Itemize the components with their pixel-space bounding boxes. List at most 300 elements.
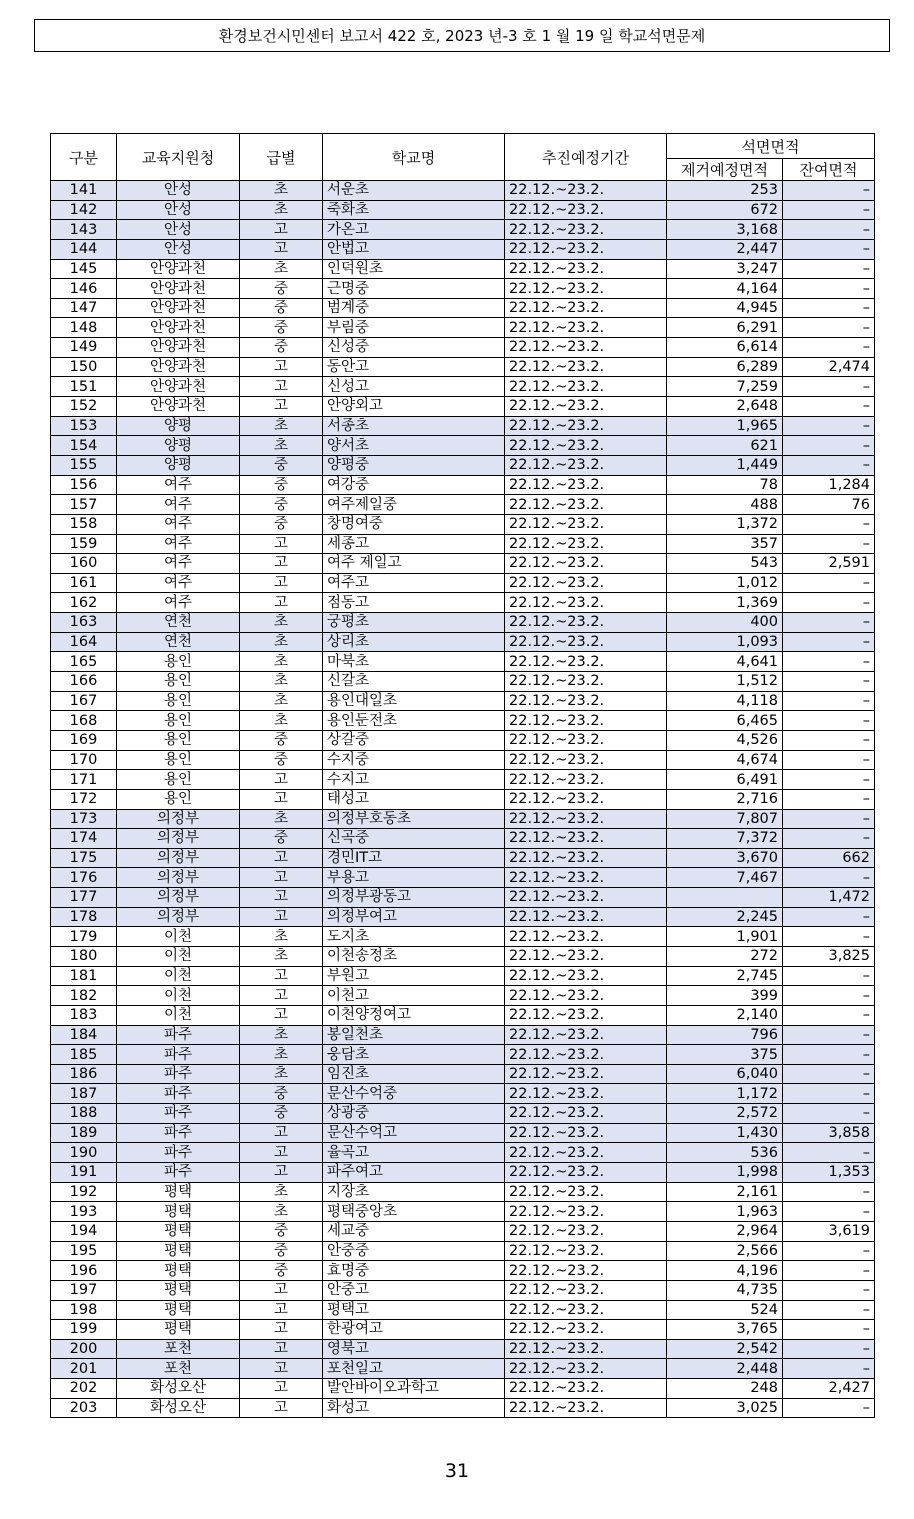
- cell-level: 고: [240, 770, 323, 790]
- cell-level: 초: [240, 711, 323, 731]
- cell-period: 22.12.~23.2.: [505, 495, 667, 515]
- cell-office: 이천: [117, 1005, 240, 1025]
- cell-level: 고: [240, 907, 323, 927]
- cell-period: 22.12.~23.2.: [505, 691, 667, 711]
- table-row: [51, 809, 875, 829]
- cell-remaining: –: [783, 397, 875, 417]
- cell-level: 고: [240, 888, 323, 908]
- cell-school: 세교중: [323, 1221, 505, 1241]
- table-row: [51, 593, 875, 613]
- cell-removal: 2,542: [667, 1339, 783, 1359]
- report-header: [34, 19, 890, 52]
- cell-period: 22.12.~23.2.: [505, 534, 667, 554]
- cell-removal: 7,807: [667, 809, 783, 829]
- cell-school: 평택중앙초: [323, 1202, 505, 1222]
- cell-period: 22.12.~23.2.: [505, 279, 667, 299]
- table-row: [51, 1182, 875, 1202]
- cell-remaining: –: [783, 750, 875, 770]
- table-body: [51, 181, 875, 1418]
- cell-remaining: –: [783, 239, 875, 259]
- cell-school: 창명여중: [323, 514, 505, 534]
- table-row: [51, 1221, 875, 1241]
- cell-removal: 6,291: [667, 318, 783, 338]
- table-row: [51, 907, 875, 927]
- cell-no: 173: [51, 809, 117, 829]
- cell-school: 경민IT고: [323, 848, 505, 868]
- cell-no: 161: [51, 573, 117, 593]
- cell-remaining: –: [783, 1025, 875, 1045]
- cell-office: 파주: [117, 1163, 240, 1183]
- cell-remaining: –: [783, 1359, 875, 1379]
- cell-no: 144: [51, 239, 117, 259]
- cell-remaining: 662: [783, 848, 875, 868]
- cell-no: 177: [51, 888, 117, 908]
- cell-removal: 4,164: [667, 279, 783, 299]
- cell-no: 152: [51, 397, 117, 417]
- table-row: [51, 789, 875, 809]
- cell-period: 22.12.~23.2.: [505, 357, 667, 377]
- cell-period: 22.12.~23.2.: [505, 829, 667, 849]
- table-row: [51, 475, 875, 495]
- cell-no: 163: [51, 613, 117, 633]
- table-row: [51, 220, 875, 240]
- cell-period: 22.12.~23.2.: [505, 1261, 667, 1281]
- cell-level: 초: [240, 946, 323, 966]
- cell-office: 파주: [117, 1084, 240, 1104]
- table-row: [51, 1261, 875, 1281]
- cell-period: 22.12.~23.2.: [505, 946, 667, 966]
- cell-remaining: –: [783, 632, 875, 652]
- cell-level: 고: [240, 1280, 323, 1300]
- table-row: [51, 554, 875, 574]
- cell-no: 154: [51, 436, 117, 456]
- header-period: 추진예정기간: [505, 134, 667, 181]
- cell-office: 안양과천: [117, 338, 240, 358]
- cell-school: 이천양정여고: [323, 1005, 505, 1025]
- cell-removal: 2,447: [667, 239, 783, 259]
- cell-period: 22.12.~23.2.: [505, 573, 667, 593]
- cell-no: 188: [51, 1104, 117, 1124]
- cell-school: 의정부광동고: [323, 888, 505, 908]
- cell-no: 203: [51, 1398, 117, 1418]
- cell-period: 22.12.~23.2.: [505, 1339, 667, 1359]
- cell-office: 의정부: [117, 809, 240, 829]
- cell-school: 범계중: [323, 298, 505, 318]
- cell-no: 167: [51, 691, 117, 711]
- cell-period: 22.12.~23.2.: [505, 1163, 667, 1183]
- header-school: 학교명: [323, 134, 505, 181]
- cell-school: 도지초: [323, 927, 505, 947]
- cell-no: 198: [51, 1300, 117, 1320]
- cell-remaining: –: [783, 259, 875, 279]
- table-row: [51, 946, 875, 966]
- cell-office: 안성: [117, 239, 240, 259]
- cell-school: 신곡중: [323, 829, 505, 849]
- table-row: [51, 730, 875, 750]
- cell-school: 동안고: [323, 357, 505, 377]
- cell-office: 의정부: [117, 868, 240, 888]
- cell-no: 195: [51, 1241, 117, 1261]
- cell-remaining: –: [783, 1300, 875, 1320]
- cell-office: 평택: [117, 1202, 240, 1222]
- table-row: [51, 416, 875, 436]
- cell-level: 초: [240, 809, 323, 829]
- cell-level: 고: [240, 986, 323, 1006]
- asbestos-schools-table: [50, 133, 875, 1418]
- cell-no: 201: [51, 1359, 117, 1379]
- cell-no: 169: [51, 730, 117, 750]
- cell-no: 202: [51, 1379, 117, 1399]
- cell-period: 22.12.~23.2.: [505, 1143, 667, 1163]
- cell-office: 포천: [117, 1339, 240, 1359]
- table-row: [51, 613, 875, 633]
- cell-removal: 4,196: [667, 1261, 783, 1281]
- cell-remaining: –: [783, 652, 875, 672]
- cell-removal: 6,491: [667, 770, 783, 790]
- cell-level: 초: [240, 259, 323, 279]
- cell-level: 초: [240, 632, 323, 652]
- cell-remaining: 1,353: [783, 1163, 875, 1183]
- cell-remaining: –: [783, 691, 875, 711]
- cell-no: 159: [51, 534, 117, 554]
- cell-school: 여주고: [323, 573, 505, 593]
- cell-removal: 7,259: [667, 377, 783, 397]
- cell-period: 22.12.~23.2.: [505, 770, 667, 790]
- cell-office: 평택: [117, 1221, 240, 1241]
- cell-level: 초: [240, 181, 323, 201]
- cell-level: 중: [240, 1261, 323, 1281]
- cell-level: 초: [240, 416, 323, 436]
- cell-level: 중: [240, 1241, 323, 1261]
- cell-removal: 3,247: [667, 259, 783, 279]
- cell-school: 한광여고: [323, 1320, 505, 1340]
- cell-remaining: –: [783, 1143, 875, 1163]
- cell-level: 초: [240, 613, 323, 633]
- table-row: [51, 495, 875, 515]
- cell-removal: 1,512: [667, 672, 783, 692]
- cell-office: 여주: [117, 554, 240, 574]
- cell-office: 이천: [117, 986, 240, 1006]
- table-row: [51, 1064, 875, 1084]
- cell-office: 파주: [117, 1143, 240, 1163]
- cell-level: 고: [240, 1143, 323, 1163]
- cell-no: 143: [51, 220, 117, 240]
- cell-office: 용인: [117, 789, 240, 809]
- cell-level: 초: [240, 1182, 323, 1202]
- table-row: [51, 514, 875, 534]
- cell-remaining: –: [783, 1104, 875, 1124]
- cell-period: 22.12.~23.2.: [505, 1005, 667, 1025]
- cell-removal: 2,716: [667, 789, 783, 809]
- cell-office: 안양과천: [117, 397, 240, 417]
- cell-office: 평택: [117, 1320, 240, 1340]
- table-row: [51, 848, 875, 868]
- cell-no: 147: [51, 298, 117, 318]
- cell-school: 문산수억중: [323, 1084, 505, 1104]
- cell-period: 22.12.~23.2.: [505, 200, 667, 220]
- cell-removal: 543: [667, 554, 783, 574]
- cell-period: 22.12.~23.2.: [505, 750, 667, 770]
- cell-period: 22.12.~23.2.: [505, 514, 667, 534]
- header-remaining: 잔여면적: [783, 159, 875, 181]
- table-row: [51, 750, 875, 770]
- cell-school: 상리초: [323, 632, 505, 652]
- cell-removal: 375: [667, 1045, 783, 1065]
- cell-school: 웅담초: [323, 1045, 505, 1065]
- cell-remaining: –: [783, 730, 875, 750]
- cell-office: 여주: [117, 593, 240, 613]
- cell-period: 22.12.~23.2.: [505, 1123, 667, 1143]
- cell-school: 양서초: [323, 436, 505, 456]
- cell-period: 22.12.~23.2.: [505, 318, 667, 338]
- cell-office: 양평: [117, 416, 240, 436]
- cell-level: 고: [240, 1320, 323, 1340]
- cell-period: 22.12.~23.2.: [505, 455, 667, 475]
- cell-removal: 6,614: [667, 338, 783, 358]
- cell-office: 양평: [117, 455, 240, 475]
- cell-school: 용인대일초: [323, 691, 505, 711]
- cell-remaining: –: [783, 829, 875, 849]
- cell-removal: 796: [667, 1025, 783, 1045]
- header-no: 구분: [51, 134, 117, 181]
- cell-level: 중: [240, 750, 323, 770]
- cell-removal: 2,161: [667, 1182, 783, 1202]
- cell-remaining: 3,619: [783, 1221, 875, 1241]
- cell-no: 176: [51, 868, 117, 888]
- table-row: [51, 1359, 875, 1379]
- cell-remaining: –: [783, 789, 875, 809]
- cell-school: 임진초: [323, 1064, 505, 1084]
- table-row: [51, 377, 875, 397]
- cell-no: 153: [51, 416, 117, 436]
- cell-school: 봉일천초: [323, 1025, 505, 1045]
- cell-school: 효명중: [323, 1261, 505, 1281]
- cell-level: 초: [240, 691, 323, 711]
- cell-level: 고: [240, 1398, 323, 1418]
- cell-school: 의정부여고: [323, 907, 505, 927]
- cell-removal: 2,964: [667, 1221, 783, 1241]
- cell-school: 신성중: [323, 338, 505, 358]
- table-row: [51, 455, 875, 475]
- cell-school: 이천송정초: [323, 946, 505, 966]
- header-area: 석면면적: [667, 134, 875, 159]
- cell-period: 22.12.~23.2.: [505, 239, 667, 259]
- cell-school: 수지고: [323, 770, 505, 790]
- cell-period: 22.12.~23.2.: [505, 1359, 667, 1379]
- cell-no: 146: [51, 279, 117, 299]
- cell-remaining: –: [783, 1005, 875, 1025]
- cell-period: 22.12.~23.2.: [505, 1104, 667, 1124]
- table-row: [51, 1025, 875, 1045]
- cell-remaining: 3,858: [783, 1123, 875, 1143]
- cell-no: 168: [51, 711, 117, 731]
- cell-school: 신갈초: [323, 672, 505, 692]
- table-row: [51, 1143, 875, 1163]
- cell-period: 22.12.~23.2.: [505, 436, 667, 456]
- cell-removal: 248: [667, 1379, 783, 1399]
- cell-no: 158: [51, 514, 117, 534]
- cell-school: 마북초: [323, 652, 505, 672]
- cell-remaining: –: [783, 613, 875, 633]
- cell-office: 연천: [117, 613, 240, 633]
- cell-period: 22.12.~23.2.: [505, 888, 667, 908]
- table-row: [51, 1084, 875, 1104]
- cell-period: 22.12.~23.2.: [505, 809, 667, 829]
- cell-school: 지장초: [323, 1182, 505, 1202]
- cell-office: 여주: [117, 514, 240, 534]
- cell-office: 파주: [117, 1025, 240, 1045]
- cell-no: 194: [51, 1221, 117, 1241]
- cell-period: 22.12.~23.2.: [505, 966, 667, 986]
- cell-remaining: –: [783, 181, 875, 201]
- cell-office: 용인: [117, 652, 240, 672]
- cell-no: 196: [51, 1261, 117, 1281]
- table-row: [51, 770, 875, 790]
- cell-level: 초: [240, 1045, 323, 1065]
- cell-level: 고: [240, 1005, 323, 1025]
- cell-remaining: –: [783, 338, 875, 358]
- cell-removal: 357: [667, 534, 783, 554]
- cell-level: 고: [240, 357, 323, 377]
- cell-school: 서종초: [323, 416, 505, 436]
- cell-period: 22.12.~23.2.: [505, 1280, 667, 1300]
- cell-school: 여강중: [323, 475, 505, 495]
- cell-period: 22.12.~23.2.: [505, 986, 667, 1006]
- cell-remaining: –: [783, 966, 875, 986]
- cell-office: 안양과천: [117, 279, 240, 299]
- cell-office: 연천: [117, 632, 240, 652]
- cell-no: 180: [51, 946, 117, 966]
- cell-period: 22.12.~23.2.: [505, 711, 667, 731]
- cell-office: 용인: [117, 750, 240, 770]
- cell-school: 파주여고: [323, 1163, 505, 1183]
- cell-school: 죽화초: [323, 200, 505, 220]
- cell-remaining: 3,825: [783, 946, 875, 966]
- cell-period: 22.12.~23.2.: [505, 1398, 667, 1418]
- cell-remaining: 76: [783, 495, 875, 515]
- cell-period: 22.12.~23.2.: [505, 181, 667, 201]
- cell-school: 부원고: [323, 966, 505, 986]
- cell-removal: 2,448: [667, 1359, 783, 1379]
- cell-period: 22.12.~23.2.: [505, 730, 667, 750]
- table-row: [51, 436, 875, 456]
- cell-remaining: –: [783, 1202, 875, 1222]
- table-row: [51, 1300, 875, 1320]
- cell-remaining: –: [783, 1241, 875, 1261]
- cell-no: 156: [51, 475, 117, 495]
- cell-level: 고: [240, 220, 323, 240]
- cell-level: 중: [240, 1084, 323, 1104]
- cell-period: 22.12.~23.2.: [505, 475, 667, 495]
- cell-period: 22.12.~23.2.: [505, 613, 667, 633]
- cell-level: 고: [240, 1163, 323, 1183]
- cell-period: 22.12.~23.2.: [505, 1182, 667, 1202]
- cell-remaining: –: [783, 220, 875, 240]
- header-office: 교육지원청: [117, 134, 240, 181]
- cell-no: 170: [51, 750, 117, 770]
- cell-school: 태성고: [323, 789, 505, 809]
- table-row: [51, 1241, 875, 1261]
- cell-no: 190: [51, 1143, 117, 1163]
- cell-level: 고: [240, 966, 323, 986]
- table-row: [51, 966, 875, 986]
- cell-removal: 4,641: [667, 652, 783, 672]
- cell-level: 초: [240, 436, 323, 456]
- table-row: [51, 357, 875, 377]
- cell-remaining: –: [783, 711, 875, 731]
- cell-office: 평택: [117, 1182, 240, 1202]
- table-row: [51, 298, 875, 318]
- cell-office: 평택: [117, 1241, 240, 1261]
- cell-office: 의정부: [117, 829, 240, 849]
- cell-school: 율곡고: [323, 1143, 505, 1163]
- cell-office: 용인: [117, 672, 240, 692]
- cell-no: 141: [51, 181, 117, 201]
- table-row: [51, 1339, 875, 1359]
- cell-removal: 1,963: [667, 1202, 783, 1222]
- cell-no: 181: [51, 966, 117, 986]
- table-row: [51, 1379, 875, 1399]
- cell-removal: 399: [667, 986, 783, 1006]
- cell-level: 중: [240, 1221, 323, 1241]
- cell-period: 22.12.~23.2.: [505, 1025, 667, 1045]
- cell-school: 안양외고: [323, 397, 505, 417]
- cell-level: 중: [240, 495, 323, 515]
- cell-period: 22.12.~23.2.: [505, 868, 667, 888]
- table-row: [51, 1123, 875, 1143]
- cell-remaining: –: [783, 514, 875, 534]
- table-row: [51, 632, 875, 652]
- table-row: [51, 338, 875, 358]
- cell-remaining: –: [783, 1182, 875, 1202]
- cell-school: 용인둔전초: [323, 711, 505, 731]
- cell-school: 서운초: [323, 181, 505, 201]
- cell-level: 초: [240, 1025, 323, 1045]
- cell-period: 22.12.~23.2.: [505, 1320, 667, 1340]
- cell-office: 안성: [117, 200, 240, 220]
- cell-no: 197: [51, 1280, 117, 1300]
- cell-no: 171: [51, 770, 117, 790]
- cell-no: 191: [51, 1163, 117, 1183]
- cell-period: 22.12.~23.2.: [505, 397, 667, 417]
- cell-level: 고: [240, 1379, 323, 1399]
- cell-office: 안양과천: [117, 259, 240, 279]
- cell-removal: 2,140: [667, 1005, 783, 1025]
- cell-removal: 6,465: [667, 711, 783, 731]
- cell-level: 고: [240, 554, 323, 574]
- cell-level: 중: [240, 298, 323, 318]
- cell-remaining: –: [783, 672, 875, 692]
- cell-removal: 524: [667, 1300, 783, 1320]
- cell-school: 이천고: [323, 986, 505, 1006]
- cell-removal: 488: [667, 495, 783, 515]
- cell-no: 178: [51, 907, 117, 927]
- cell-level: 고: [240, 1123, 323, 1143]
- cell-period: 22.12.~23.2.: [505, 298, 667, 318]
- cell-no: 151: [51, 377, 117, 397]
- cell-no: 155: [51, 455, 117, 475]
- cell-remaining: 2,427: [783, 1379, 875, 1399]
- table-row: [51, 1045, 875, 1065]
- cell-removal: 1,369: [667, 593, 783, 613]
- cell-office: 파주: [117, 1064, 240, 1084]
- cell-school: 화성고: [323, 1398, 505, 1418]
- cell-school: 안중고: [323, 1280, 505, 1300]
- cell-level: 중: [240, 730, 323, 750]
- cell-removal: 2,745: [667, 966, 783, 986]
- cell-level: 고: [240, 377, 323, 397]
- cell-level: 고: [240, 868, 323, 888]
